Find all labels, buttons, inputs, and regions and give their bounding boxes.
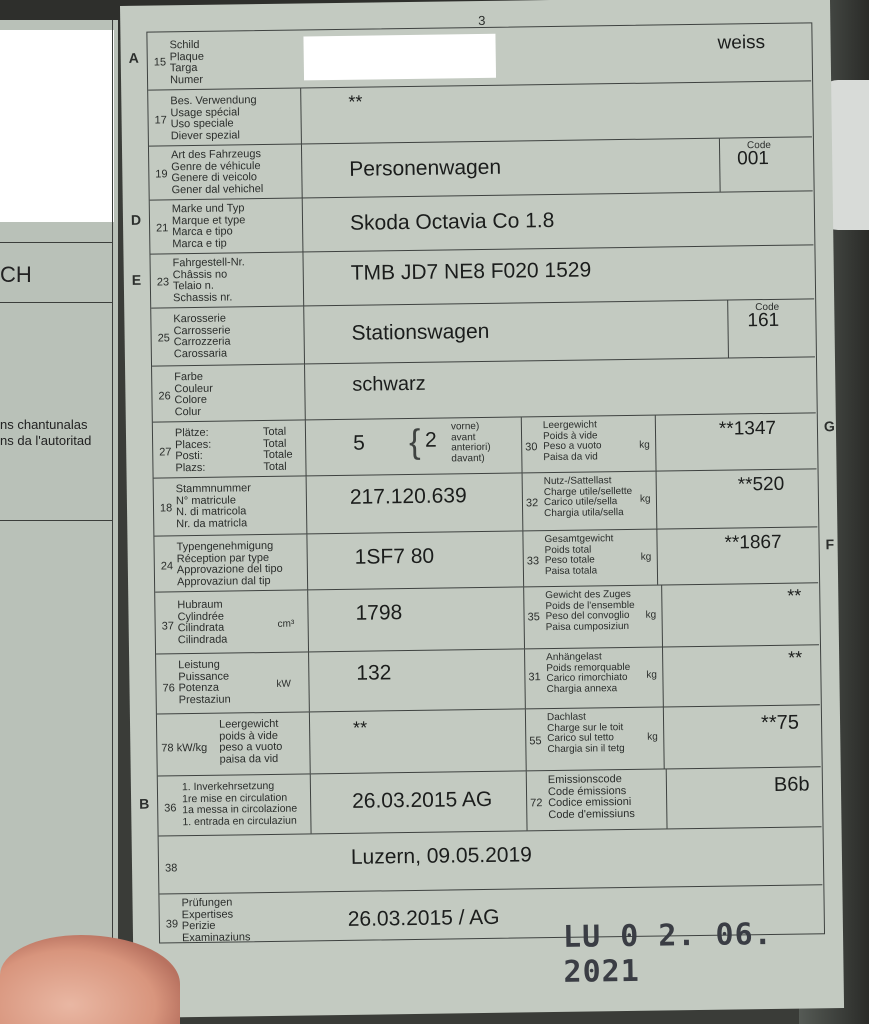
row-chassis: 23 Fahrgestell-Nr. Châssis no Telaio n. Schassis nr. TMB JD7 NE8 F020 1529	[150, 245, 814, 308]
row-issue-place: 38 Luzern, 09.05.2019	[159, 827, 823, 894]
row-power-towing: 76 Leistung Puissance Potenza Prestaziun kW 132 31 Anhängelast Poids remorquable Carico rimorchiato Chargia annexa kg **	[156, 645, 820, 714]
row-special-usage: 17 Bes. Verwendung Usage spécial Uso speciale Diever spezial **	[148, 81, 812, 146]
roof-load-value: **75	[760, 711, 800, 735]
row-plate: 15 Schild Plaque Targa Numer weiss	[147, 23, 811, 90]
left-page-country: CH	[0, 262, 32, 287]
side-letter-b: B	[139, 795, 150, 812]
side-letter-f: F	[825, 536, 835, 553]
seats-front-value: 2	[424, 428, 437, 452]
row-inspections: 39 Prüfungen Expertises Perizie Examinaziuns 26.03.2015 / AG	[165, 896, 500, 944]
power-value: 132	[356, 661, 392, 685]
row-vehicle-type: 19 Art des Fahrzeugs Genre de véhicule Genere di veicolo Gener dal vehichel Personenwagen Code 001	[149, 137, 813, 200]
plate-color: weiss	[717, 31, 766, 54]
chassis-number-value: TMB JD7 NE8 F020 1529	[350, 258, 592, 285]
type-approval-value: 1SF7 80	[354, 544, 435, 569]
make-model-value: Skoda Octavia Co 1.8	[349, 208, 555, 235]
date-stamp: LU 0 2. 06. 2021	[562, 916, 773, 990]
side-letter-g: G	[823, 418, 835, 435]
row-ratio-roof: 78 kW/kg Leergewicht poids à vide peso a vuoto paisa da vid ** 55 Dachlast Charge sur le toit Carico sul tetto Chargia sin il tetg kg **75	[157, 705, 821, 776]
brace-symbol: {	[408, 422, 421, 462]
payload-value: **520	[737, 473, 785, 496]
redacted-plate-number	[303, 34, 496, 81]
train-weight-value: **	[787, 585, 802, 606]
displacement-value: 1798	[355, 601, 403, 625]
row-make-model: 21 Marke und Typ Marque et type Marca e tipo Marca e tip Skoda Octavia Co 1.8	[150, 191, 814, 254]
left-page-fragment	[0, 20, 118, 1024]
row-registration-emissions: 36 1. Inverkehrsetzung 1re mise en circulation 1a messa in circolazione 1. entrada en circulaziun 26.03.2015 AG 72 Emissionscode Code émissions Codice emissioni Code d'emissiuns B6b	[158, 767, 822, 836]
vehicle-type-code: 001	[737, 147, 770, 170]
vehicle-registration-page	[120, 0, 844, 1018]
row-displacement-train: 37 Hubraum Cylindrée Cilindrata Cilindrada cm³ 1798 35 Gewicht des Zuges Poids de l'ensemble Peso del convoglio Paisa cumposiziun kg **	[155, 583, 819, 654]
left-page-line2: ns da l'autoritad	[0, 433, 92, 448]
page-number: 3	[478, 12, 486, 28]
inspection-value: 26.03.2015 / AG	[347, 905, 500, 931]
side-letter-e: E	[131, 271, 142, 288]
seats-total-value: 5	[352, 431, 365, 455]
redacted-photo-area	[0, 30, 114, 222]
form-frame	[146, 22, 825, 943]
vehicle-type-value: Personenwagen	[349, 155, 502, 181]
total-weight-value: **1867	[724, 531, 782, 554]
special-usage-value: **	[348, 91, 363, 112]
row-typeapproval-total: 24 Typengenehmigung Réception par type Approvazione del tipo Approvaziun dal tip 1SF7 80 33 Gesamtgewicht Poids total Peso totale Paisa totala kg **1867	[154, 527, 818, 592]
row-seats-weight: 27 Plätze: Places: Posti: Plazs: Total Total Totale Total 5 { 2 vorne) avant anteriori) davant) 30 Leergewicht Poids à vide Peso a vuoto Paisa da vid kg **1347	[153, 413, 817, 478]
issue-place-date-value: Luzern, 09.05.2019	[350, 843, 533, 869]
body-code: 161	[747, 309, 780, 332]
power-ratio-value: **	[352, 717, 368, 738]
emission-code-value: B6b	[773, 773, 810, 796]
left-page-line1: ns chantunalas	[0, 417, 88, 432]
empty-weight-value: **1347	[718, 417, 777, 440]
row-matricule-payload: 18 Stammnummer N° matricule N. di matricola Nr. da matricla 217.120.639 32 Nutz-/Sattellast Charge utile/sellette Carico utile/sella Chargia utila/sella kg **520	[154, 469, 818, 536]
row-color: 26 Farbe Couleur Colore Colur schwarz	[152, 357, 816, 422]
body-value: Stationswagen	[351, 319, 490, 345]
color-value: schwarz	[352, 372, 426, 396]
matricule-value: 217.120.639	[349, 484, 467, 509]
first-registration-value: 26.03.2015 AG	[351, 787, 493, 813]
row-body: 25 Karosserie Carrosserie Carrozzeria Carossaria Stationswagen Code 161	[151, 299, 815, 366]
side-letter-d: D	[130, 211, 142, 228]
side-letter-a: A	[128, 49, 139, 66]
towing-weight-value: **	[788, 647, 803, 668]
